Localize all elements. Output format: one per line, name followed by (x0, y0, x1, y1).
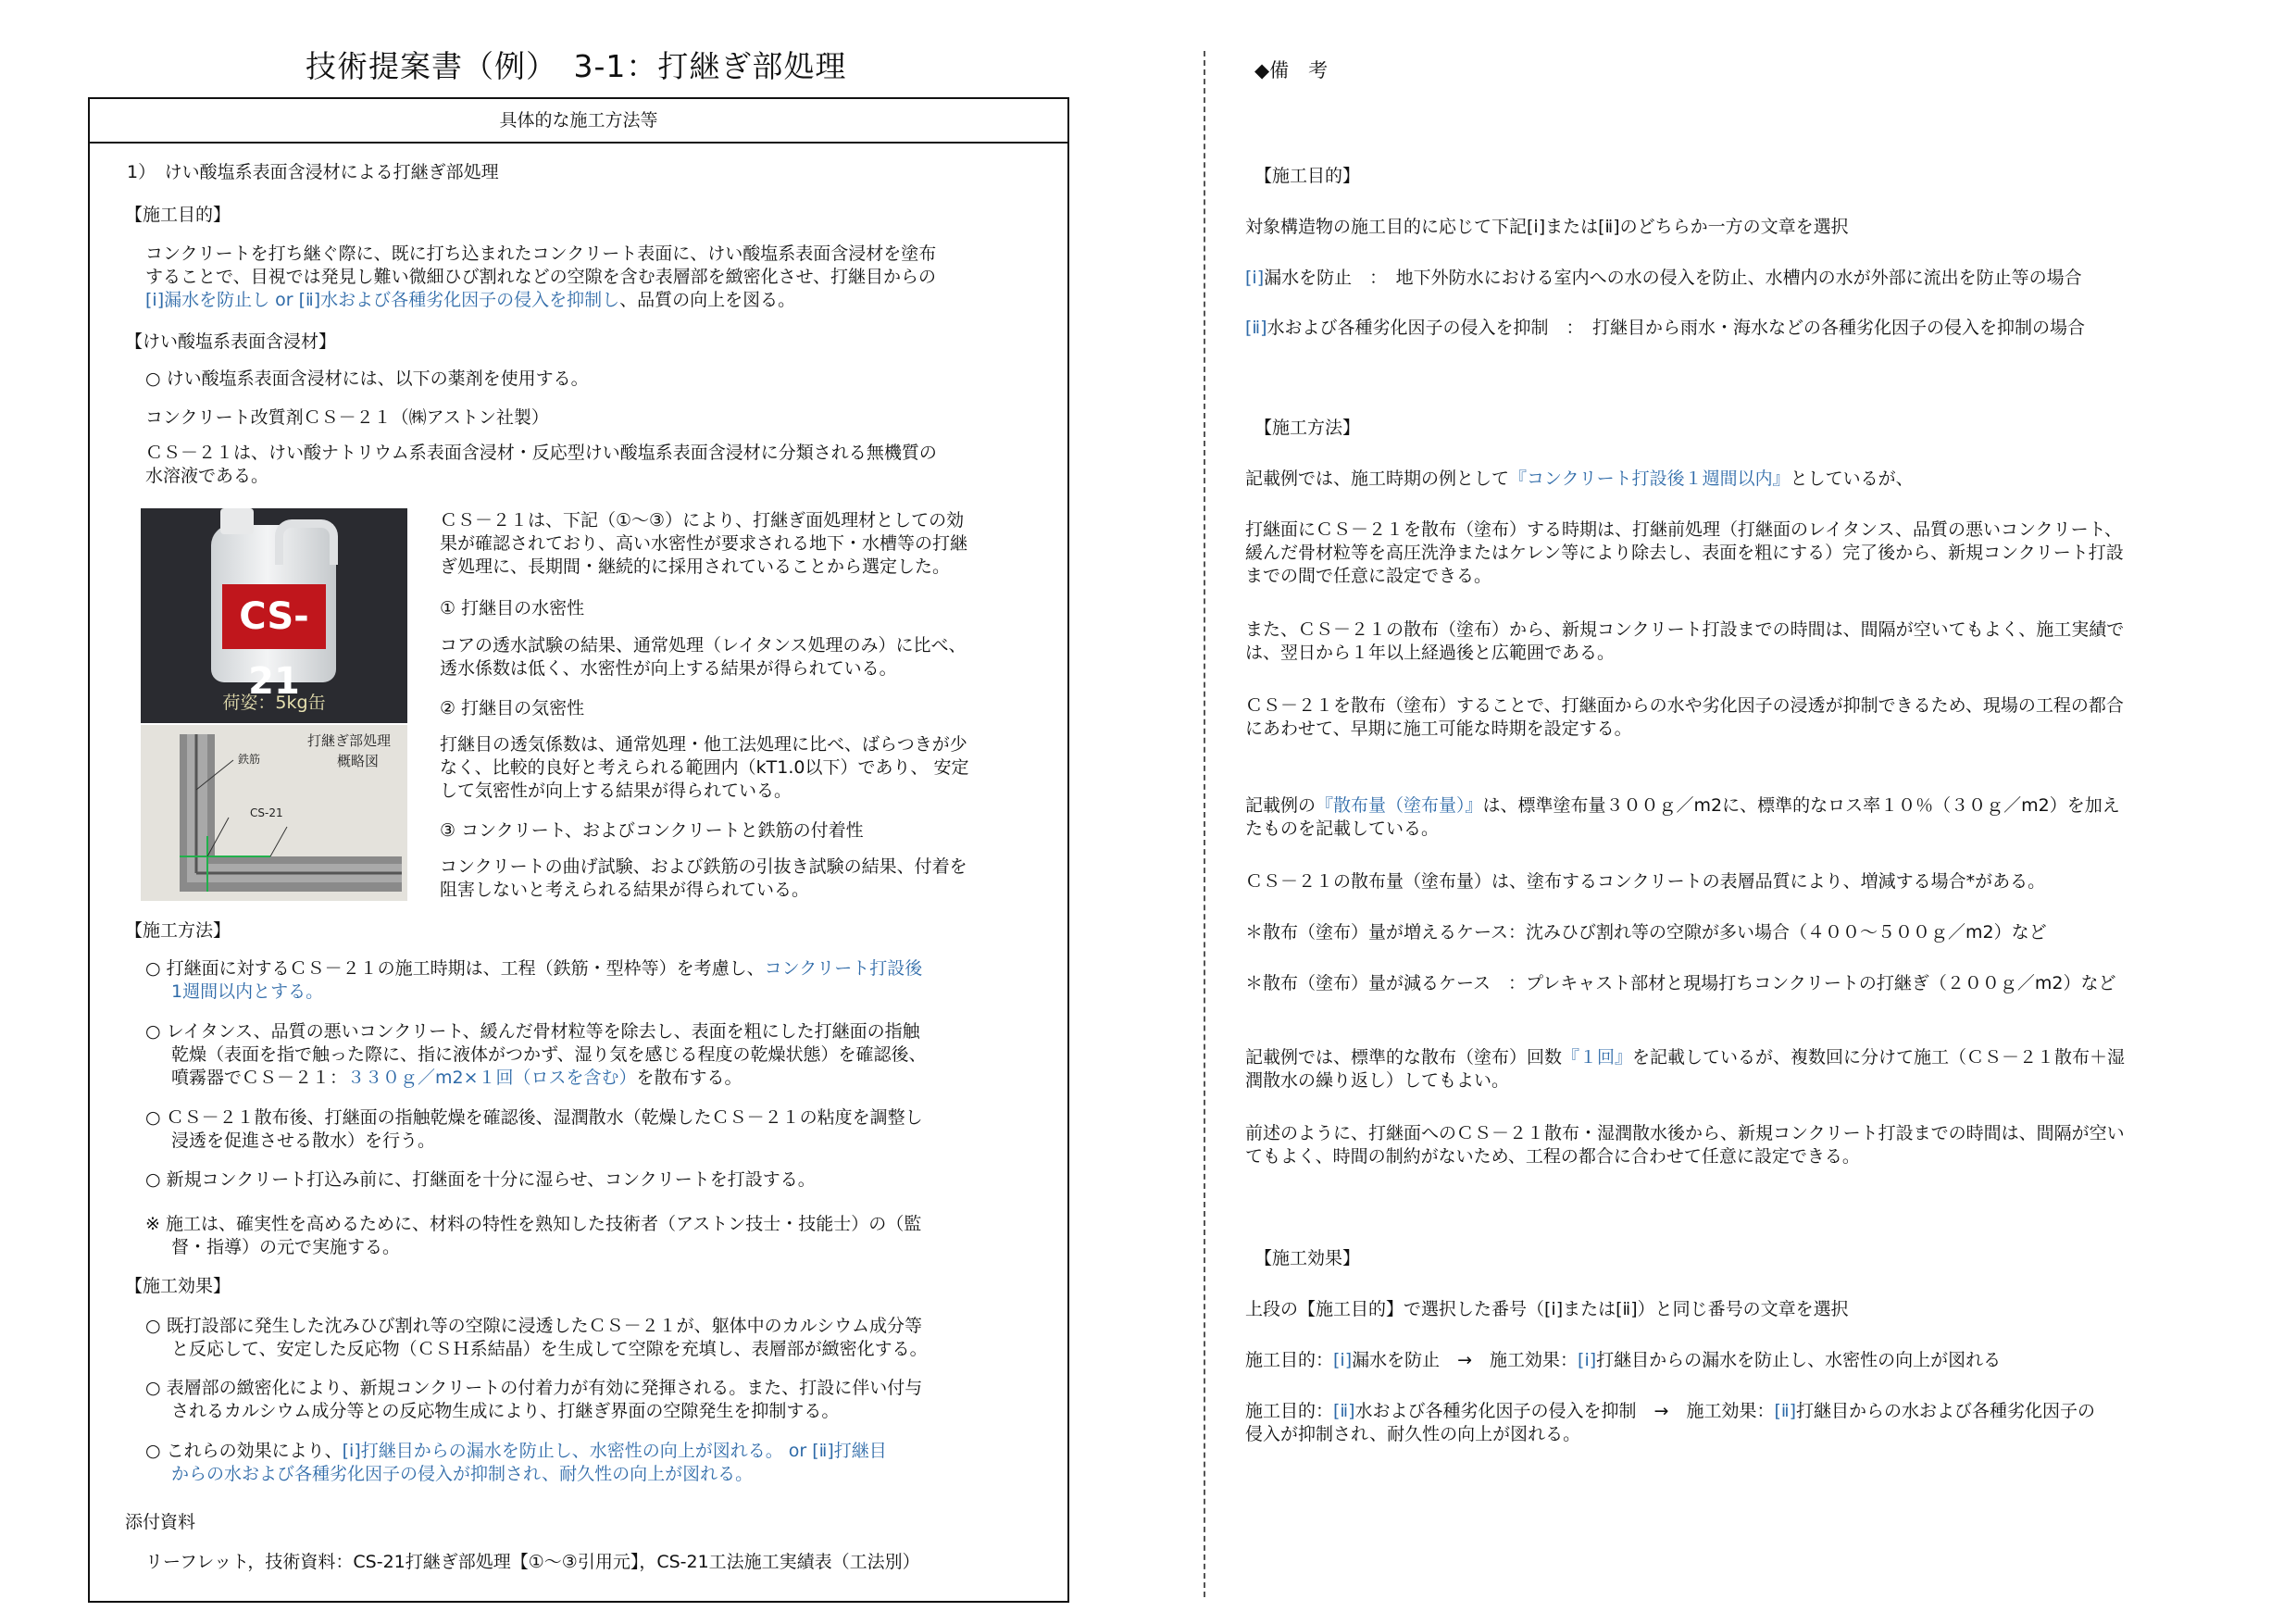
option-marker: [ⅱ] (1333, 1401, 1355, 1421)
method-item-4: ○ 新規コンクリート打込み前に、打継面を十分に湿らせ、コンクリートを打設する。 (145, 1169, 816, 1190)
diagram-subtitle: 概略図 (337, 753, 380, 769)
option-marker: [ⅰ] (1333, 1350, 1353, 1370)
material-item: ○ けい酸塩系表面含浸材には、以下の薬剤を使用する。 (145, 369, 589, 389)
notes-highlight: 『散布量（塗布量）』 (1316, 795, 1483, 816)
effect-line: されるカルシウム成分等との反応物生成により、打継ぎ界面の空隙発生を抑制する。 (171, 1401, 840, 1421)
notes-effect-heading: 【施工効果】 (1254, 1248, 1361, 1268)
effect-line: と反応して、安定した反応物（ＣＳＨ系結晶）を生成して空隙を充填し、表層部が緻密化する。 (171, 1339, 928, 1359)
purpose-line (145, 289, 936, 312)
notes-line: たものを記載している。 (1245, 818, 1440, 839)
notes-text: 水および各種劣化因子の侵入を抑制 → 施工効果： (1354, 1401, 1775, 1421)
notes-highlight: 『コンクリート打設後１週間以内』 (1509, 468, 1791, 489)
option-text: 漏水を防止 ： 地下外防水における室内への水の侵入を防止、水槽内の水が外部に流出を防止等の場合 (1264, 268, 2082, 288)
material-heading: 【けい酸塩系表面含浸材】 (125, 331, 337, 352)
method-highlight: ３３０ｇ／m2×１回（ロスを含む） (347, 1068, 637, 1088)
reason-line: コンクリートの曲げ試験、および鉄筋の引抜き試験の結果、付着を (440, 856, 967, 877)
notes-purpose-option-2 (1245, 317, 2085, 340)
reasons-line: ＣＳ－２１は、下記（①～③）により、打継ぎ面処理材としての効 (440, 510, 965, 531)
page-title: 技術提案書（例） 3-1：打継ぎ部処理 (306, 48, 847, 84)
left-panel (88, 97, 1069, 1603)
panel-header: 具体的な施工方法等 (90, 99, 1067, 144)
joint-diagram (141, 725, 407, 901)
notes-method-heading: 【施工方法】 (1254, 418, 1361, 438)
notes-method-p9 (1245, 1046, 2125, 1093)
notes-text: は、標準塗布量３００ｇ／m2に、標準的なロス率１０％（３０ｇ／m2）を加え (1482, 795, 2120, 816)
jug-handle (275, 519, 338, 565)
attach-heading: 添付資料 (125, 1512, 196, 1532)
method-item-1 (145, 957, 922, 1004)
purpose-line: することで、目視では発見し難い微細ひび割れなどの空隙を含む表層部を緻密化させ、打継目からの (145, 267, 937, 287)
notes-effect-p3 (1245, 1400, 2095, 1446)
notes-purpose-heading: 【施工目的】 (1254, 166, 1361, 186)
notes-line: は、翌日から１年以上経過後と広範囲である。 (1245, 643, 1616, 663)
method-line: ○ 打継面に対するＣＳ－２１の施工時期は、工程（鉄筋・型枠等）を考慮し、 (145, 958, 765, 979)
method-line: ※ 施工は、確実性を高めるために、材料の特性を熟知した技術者（アストン技士・技能士）の（監 (145, 1214, 922, 1234)
effect-highlight: [ⅰ]打継目からの漏水を防止し、水密性の向上が図れる。 or [ⅱ]打継目 (342, 1441, 887, 1461)
method-item-2 (145, 1020, 926, 1090)
reason-3-title: ③ コンクリート、およびコンクリートと鉄筋の付着性 (440, 820, 864, 841)
purpose-line: コンクリートを打ち継ぐ際に、既に打ち込まれたコンクリート表面に、けい酸塩系表面含浸材を塗布 (145, 244, 937, 264)
notes-line: までの間で任意に設定できる。 (1245, 566, 1492, 586)
method-line: ○ ＣＳ－２１散布後、打継面の指触乾燥を確認後、湿潤散水（乾燥したＣＳ－２１の粘度を調整し (145, 1107, 923, 1128)
notes-text: 打継目からの漏水を防止し、水密性の向上が図れる (1596, 1350, 2002, 1370)
method-line: を散布する。 (636, 1068, 742, 1088)
option-marker: [ⅱ] (1245, 318, 1267, 338)
purpose-heading: 【施工目的】 (125, 205, 231, 225)
reason-line: なく、比較的良好と考えられる範囲内（kT1.0以下）であり、 安定 (440, 757, 969, 778)
notes-text: 記載例では、標準的な散布（塗布）回数 (1245, 1047, 1563, 1068)
effect-line: ○ 表層部の緻密化により、新規コンクリートの付着力が有効に発揮される。また、打設に伴い付与 (145, 1378, 923, 1398)
method-line: 乾燥（表面を指で触った際に、指に液体がつかず、湿り気を感じる程度の乾燥状態）を確認後、 (171, 1044, 927, 1065)
notes-line: てもよく、時間の制約がないため、工程の都合に合わせて任意に設定できる。 (1245, 1146, 1860, 1167)
jug-cap (220, 508, 254, 534)
effect-item-2 (145, 1377, 922, 1423)
notes-text: 記載例では、施工時期の例として (1245, 468, 1510, 489)
method-note (145, 1213, 921, 1259)
notes-text: 施工目的： (1245, 1401, 1334, 1421)
notes-method-p6: ＣＳ－２１の散布量（塗布量）は、塗布するコンクリートの表層品質により、増減する場合*がある。 (1245, 871, 2046, 892)
notes-method-p10 (1245, 1122, 2125, 1168)
option-marker: [ⅱ] (1774, 1401, 1796, 1421)
method-item-3 (145, 1106, 923, 1153)
reasons-intro (440, 509, 967, 579)
effect-line: ○ 既打設部に発生した沈みひび割れ等の空隙に浸透したＣＳ－２１が、躯体中のカルシウム成分等 (145, 1316, 922, 1336)
effect-highlight: からの水および各種劣化因子の侵入が抑制され、耐久性の向上が図れる。 (171, 1464, 754, 1484)
notes-line: 前述のように、打継面へのＣＳ－２１散布・湿潤散水後から、新規コンクリート打設までの時間は、間隔が空い (1245, 1123, 2125, 1143)
notes-text: 打継目からの水および各種劣化因子の (1796, 1401, 2096, 1421)
method-highlight: コンクリート打設後 (764, 958, 923, 979)
notes-effect-p2 (1245, 1349, 2001, 1372)
method-highlight: 1週間以内とする。 (171, 981, 324, 1002)
notes-method-p7: ＊散布（塗布）量が増えるケース：沈みひび割れ等の空隙が多い場合（４００～５００ｇ／m2）など (1245, 922, 2047, 943)
material-desc (145, 442, 937, 488)
notes-effect-p1: 上段の【施工目的】で選択した番号（[ⅰ]または[ⅱ]）と同じ番号の文章を選択 (1245, 1299, 1849, 1319)
method-line: ○ レイタンス、品質の悪いコンクリート、緩んだ骨材粒等を除去し、表面を粗にした打継面の指触 (145, 1021, 920, 1042)
cs21-label: CS-21 (250, 806, 283, 819)
notes-text: としているが、 (1790, 468, 1914, 489)
reason-2-title: ② 打継目の気密性 (440, 698, 585, 718)
effect-heading: 【施工効果】 (125, 1276, 231, 1296)
effect-item-1 (145, 1315, 928, 1361)
attach-text: リーフレット，技術資料：CS-21打継ぎ部処理【①～③引用元】，CS-21工法施工実績表（工法別） (145, 1552, 920, 1572)
material-item: コンクリート改質剤ＣＳ－２１（㈱アストン社製） (145, 407, 549, 428)
notes-highlight: 『１回』 (1562, 1047, 1633, 1068)
reason-line: して気密性が向上する結果が得られている。 (440, 781, 792, 801)
diagram-title: 打継ぎ部処理 (307, 732, 392, 749)
notes-line: また、ＣＳ－２１の散布（塗布）から、新規コンクリート打設までの時間は、間隔が空いてもよく、施工実績で (1245, 619, 2125, 640)
option-marker: [ⅰ] (1245, 268, 1265, 288)
method-line: 浸透を促進させる散水）を行う。 (171, 1131, 436, 1151)
reason-1-text (440, 634, 966, 681)
notes-method-p1 (1245, 468, 1914, 491)
purpose-choice: [ⅰ]漏水を防止し or [ⅱ]水および各種劣化因子の侵入を抑制し (145, 290, 620, 310)
notes-method-p4 (1245, 694, 2124, 741)
reason-2-text (440, 733, 969, 803)
effect-item-3 (145, 1440, 887, 1486)
reason-1-title: ① 打継目の水密性 (440, 598, 585, 618)
reason-line: コアの透水試験の結果、通常処理（レイタンス処理のみ）に比べ、 (440, 635, 967, 656)
option-text: 水および各種劣化因子の侵入を抑制 ： 打継目から雨水・海水などの各種劣化因子の侵入を抑制の場合 (1267, 318, 2086, 338)
notes-purpose-option-1 (1245, 267, 2082, 290)
notes-method-p5 (1245, 794, 2120, 841)
effect-line: ○ これらの効果により、 (145, 1441, 343, 1461)
reason-3-text (440, 856, 967, 902)
reason-line: 打継目の透気係数は、通常処理・他工法処理に比べ、ばらつきが少 (440, 734, 967, 755)
column-divider (1204, 51, 1205, 1597)
material-line: ＣＳ－２１は、けい酸ナトリウム系表面含浸材・反応型けい酸塩系表面含浸材に分類される無機質の (145, 443, 937, 463)
material-line: 水溶液である。 (145, 466, 269, 486)
purpose-end: 、品質の向上を図る。 (619, 290, 796, 310)
notes-line: 緩んだ骨材粒等を高圧洗浄またはケレン等により除去し、表面を粗にする）完了後から、新規コンクリート打設 (1245, 543, 2124, 563)
purpose-text (145, 243, 936, 312)
notes-purpose-text: 対象構造物の施工目的に応じて下記[ⅰ]または[ⅱ]のどちらか一方の文章を選択 (1245, 217, 1849, 237)
notes-text: を記載しているが、複数回に分けて施工（ＣＳ－２１散布＋湿 (1632, 1047, 2126, 1068)
method-heading: 【施工方法】 (125, 920, 231, 941)
notes-line: にあわせて、早期に施工可能な時期を設定する。 (1245, 718, 1632, 739)
notes-line: 潤散水の繰り返し）してもよい。 (1245, 1070, 1510, 1091)
notes-line: 打継面にＣＳ－２１を散布（塗布）する時期は、打継前処理（打継面のレイタンス、品質の悪いコンクリート、 (1245, 519, 2122, 540)
reasons-line: 果が確認されており、高い水密性が要求される地下・水槽等の打継 (440, 533, 968, 554)
reason-line: 透水係数は低く、水密性が向上する結果が得られている。 (440, 658, 897, 679)
notes-line: ＣＳ－２１を散布（塗布）することで、打継面からの水や劣化因子の浸透が抑制できるため、現場の工程の都合 (1245, 695, 2124, 716)
notes-text: 施工目的： (1245, 1350, 1334, 1370)
notes-method-p2 (1245, 518, 2124, 588)
product-label: CS-21 (222, 584, 326, 649)
subtitle: 1） けい酸塩系表面含浸材による打継ぎ部処理 (127, 162, 499, 182)
method-line: 噴霧器でＣＳ－２１： (171, 1068, 348, 1088)
notes-method-p8: ＊散布（塗布）量が減るケース ：プレキャスト部材と現場打ちコンクリートの打継ぎ（２００ｇ／m2）など (1245, 973, 2116, 993)
notes-heading: ◆備 考 (1254, 59, 1329, 81)
notes-text: 漏水を防止 → 施工効果： (1352, 1350, 1578, 1370)
notes-line: 侵入が抑制され、耐久性の向上が図れる。 (1245, 1424, 1581, 1444)
product-photo (141, 508, 407, 723)
method-line: 督・指導）の元で実施する。 (171, 1237, 401, 1257)
notes-text: 記載例の (1245, 795, 1316, 816)
rebar-label: 鉄筋 (238, 753, 261, 766)
reasons-line: ぎ処理に、長期間・継続的に採用されていることから選定した。 (440, 556, 951, 577)
reason-line: 阻害しないと考えられる結果が得られている。 (440, 880, 810, 900)
photo-caption: 荷姿：5kg缶 (222, 693, 326, 713)
option-marker: [ⅰ] (1578, 1350, 1597, 1370)
notes-method-p3 (1245, 618, 2124, 665)
